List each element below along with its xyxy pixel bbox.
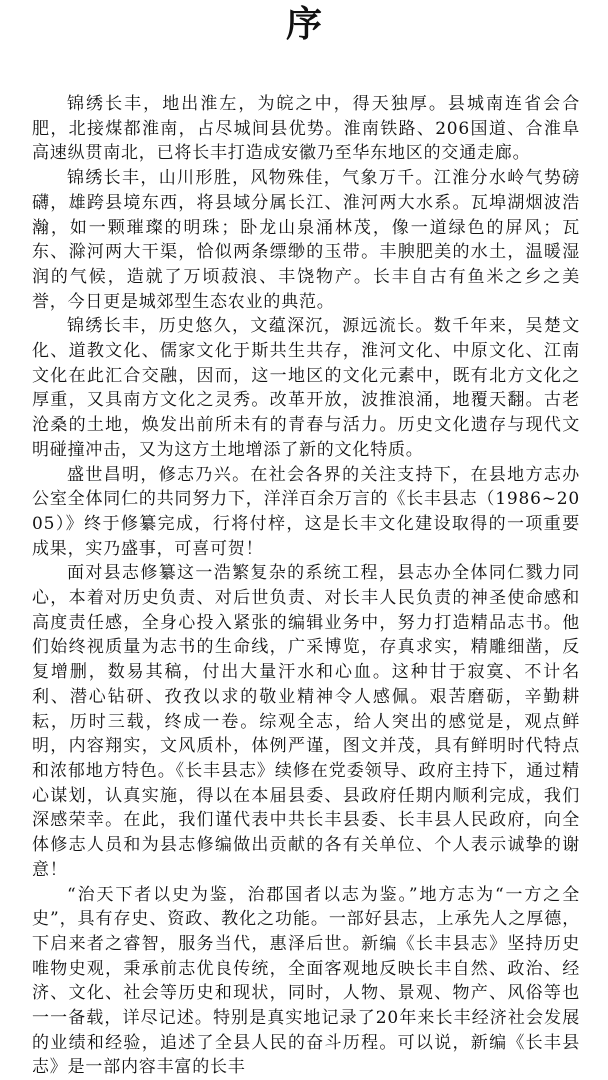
paragraph-significance: “治天下者以史为鉴，治郡国者以志为鉴。”地方志为“一方之全史”，具有存史、资政、教化之功能。一部好县志，上承先人之厚德，下启来者之睿智，服务当代，惠泽后世。新编《长丰县志》坚持历史唯物史观，秉承前志优良传统，全面客观地反映长丰自然、政治、经济、文化、社会等历史和现状，同时，人物、景观、物产、风俗等也一一备载，详尽记述。特别是真实地记录了20年来长丰经济社会发展的业绩和经验，追述了全县人民的奋斗历程。可以说，新编《长丰县志》是一部内容丰富的长丰 — [32, 883, 580, 1080]
paragraph-compilation: 盛世昌明，修志乃兴。在社会各界的关注支持下，在县地方志办公室全体同仁的共同努力下，洋洋百余万言的《长丰县志（1986~2005）》终于修纂完成，行将付梓，这是长丰文化建设取得的一项重要成果，实乃盛事，可喜可贺！ — [32, 463, 580, 562]
paragraph-editorial-work: 面对县志修纂这一浩繁复杂的系统工程，县志办全体同仁戮力同心，本着对历史负责、对后世负责、对长丰人民负责的神圣使命感和高度责任感，全身心投入紧张的编辑业务中，努力打造精品志书。他们始终视质量为志书的生命线，广采博览，存真求实，精雕细凿，反复增删，数易其稿，付出大量汗水和心血。这种甘于寂寞、不计名利、潜心钻研、孜孜以求的敬业精神令人感佩。艰苦磨砺，辛勤耕耘，历时三载，终成一卷。综观全志，给人突出的感觉是，观点鲜明，内容翔实，文风质朴，体例严谨，图文并茂，具有鲜明时代特点和浓郁地方特色。《长丰县志》续修在党委领导、政府主持下，通过精心谋划，认真实施，得以在本届县委、县政府任期内顺利完成，我们深感荣幸。在此，我们谨代表中共长丰县委、长丰县人民政府，向全体修志人员和为县志修编做出贡献的各有关单位、个人表示诚挚的谢意！ — [32, 561, 580, 882]
paragraph-history: 锦绣长丰，历史悠久，文蕴深沉，源远流长。数千年来，吴楚文化、道教文化、儒家文化于斯共生共存，淮河文化、中原文化、江南文化在此汇合交融，因而，这一地区的文化元素中，既有北方文化之厚重，又具南方文化之灵秀。改革开放，波推浪涌，地覆天翻。古老沧桑的土地，焕发出前所未有的青春与活力。历史文化遗存与现代文明碰撞冲击，又为这方土地增添了新的文化特质。 — [32, 314, 580, 462]
paragraph-location: 锦绣长丰，地出淮左，为皖之中，得天独厚。县城南连省会合肥，北接煤都淮南，占尽城间县优势。淮南铁路、206国道、合淮阜高速纵贯南北，已将长丰打造成安徽乃至华东地区的交通走廊。 — [32, 92, 580, 166]
paragraph-landscape: 锦绣长丰，山川形胜，风物殊佳，气象万千。江淮分水岭气势磅礴，雄跨县境东西，将县域分属长江、淮河两大水系。瓦埠湖烟波浩瀚，如一颗璀璨的明珠；卧龙山泉涌林茂，像一道绿色的屏风；瓦东、滁河两大干渠，恰似两条缥缈的玉带。丰腴肥美的水土，温暖湿润的气候，造就了万顷菽浪、丰饶物产。长丰自古有鱼米之乡之美誉，今日更是城郊型生态农业的典范。 — [32, 166, 580, 314]
page-title: 序 — [0, 2, 608, 48]
preface-body — [32, 92, 580, 1080]
